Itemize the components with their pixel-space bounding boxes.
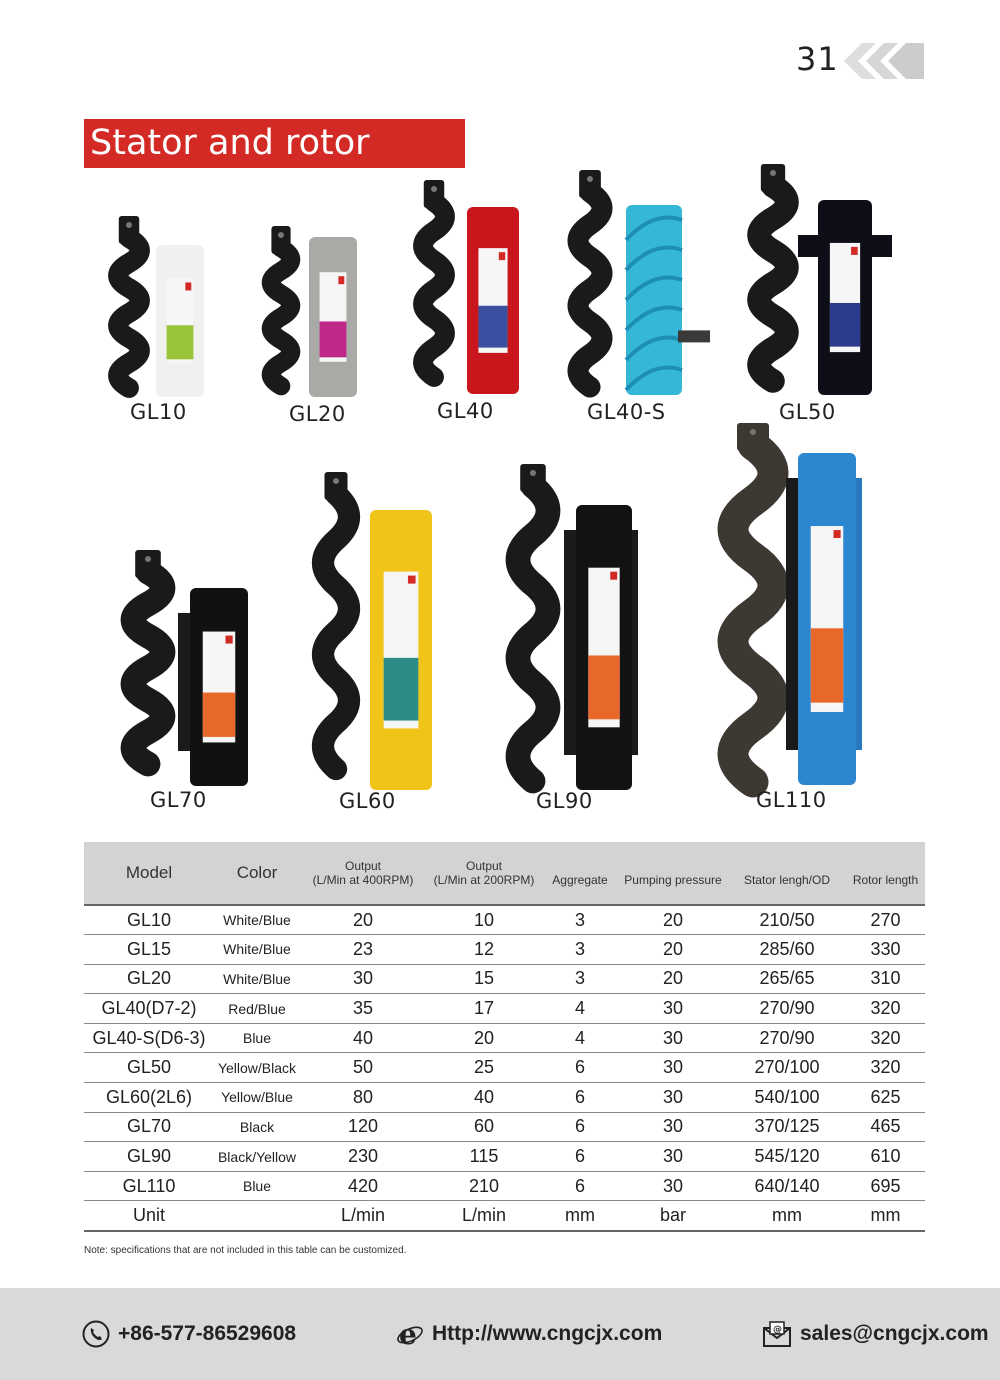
table-row <box>84 1142 925 1172</box>
footer-website <box>396 1320 662 1348</box>
table-cell: 230 <box>347 1146 379 1167</box>
table-cell: 6 <box>574 1175 585 1196</box>
column-header-line: (L/Min at 200RPM) <box>433 873 535 887</box>
table-row <box>84 905 925 935</box>
table-cell: 270/100 <box>754 1057 820 1078</box>
table-cell: 210/50 <box>759 909 815 930</box>
phone-number[interactable]: +86-577-86529608 <box>118 1322 297 1345</box>
column-header: Color <box>236 863 278 882</box>
table-cell: 10 <box>473 909 495 930</box>
table-cell: 30 <box>662 1146 684 1167</box>
table-cell: GL70 <box>126 1116 172 1137</box>
footer-phone <box>82 1320 296 1348</box>
section-title: Stator and rotor series <box>84 119 465 168</box>
table-cell: GL15 <box>126 938 172 959</box>
table-cell: 20 <box>662 938 684 959</box>
table-row <box>84 1023 925 1053</box>
table-cell: L/min <box>461 1204 506 1225</box>
table-cell: mm <box>772 1204 802 1225</box>
table-cell: 30 <box>662 998 684 1019</box>
table-cell: 3 <box>574 938 585 959</box>
table-cell: 320 <box>870 1057 901 1078</box>
table-cell: GL10 <box>126 909 172 930</box>
table-cell: 23 <box>352 938 374 959</box>
table-cell: 20 <box>473 1027 495 1048</box>
table-cell: 285/60 <box>759 938 815 959</box>
table-cell: 30 <box>352 968 374 989</box>
table-cell: 320 <box>870 1027 901 1048</box>
column-header: Pumping pressure <box>624 873 722 887</box>
table-cell: 115 <box>469 1146 499 1167</box>
table-cell: 30 <box>662 1086 684 1107</box>
column-header-line: Output <box>465 859 503 873</box>
table-cell: 540/100 <box>754 1086 820 1107</box>
table-cell: GL110 <box>122 1175 176 1196</box>
table-cell: 610 <box>870 1146 901 1167</box>
table-cell: 17 <box>473 998 495 1019</box>
table-cell: 270/90 <box>759 1027 815 1048</box>
column-header-line: Output <box>344 859 382 873</box>
footer <box>0 1288 1000 1380</box>
table-cell: 20 <box>662 909 684 930</box>
table-cell: 6 <box>574 1086 585 1107</box>
table-cell: 6 <box>574 1057 585 1078</box>
table-cell: 30 <box>662 1175 684 1196</box>
table-cell: 640/140 <box>754 1175 820 1196</box>
product-label: GL70 <box>150 788 207 812</box>
table-cell: 370/125 <box>754 1116 820 1137</box>
table-cell: 625 <box>870 1086 901 1107</box>
product-label: GL90 <box>536 789 593 813</box>
table-cell: Red/Blue <box>228 1000 286 1017</box>
product-label: GL60 <box>339 789 396 813</box>
table-row <box>84 1171 925 1201</box>
table-cell: 465 <box>870 1116 901 1137</box>
footnote: Note: specifications that are not included in this table can be customized. <box>84 1245 407 1256</box>
product-label: GL50 <box>779 400 836 424</box>
table-cell: bar <box>659 1204 686 1225</box>
table-header-row <box>84 842 925 905</box>
table-cell: 80 <box>352 1086 374 1107</box>
table-cell: White/Blue <box>223 912 291 929</box>
table-cell: 310 <box>870 968 901 989</box>
column-header: Stator lengh/OD <box>743 873 831 887</box>
table-cell: 3 <box>574 968 585 989</box>
table-cell: 50 <box>352 1057 374 1078</box>
table-cell: 545/120 <box>754 1146 820 1167</box>
table-cell: 12 <box>473 938 495 959</box>
table-cell: Yellow/Black <box>217 1059 297 1076</box>
product-label: GL110 <box>756 788 827 812</box>
table-row <box>84 935 925 965</box>
table-cell: Blue <box>242 1178 272 1195</box>
table-cell: 270 <box>870 909 901 930</box>
column-header: Rotor length <box>852 873 919 887</box>
website-link[interactable]: Http://www.cngcjx.com <box>432 1322 663 1345</box>
table-body <box>84 905 925 1231</box>
table-cell: Blue <box>242 1030 272 1047</box>
phone-icon <box>82 1320 110 1348</box>
rotor <box>733 445 773 782</box>
table-cell: 320 <box>870 998 901 1019</box>
table-cell: 4 <box>574 998 585 1019</box>
table-row <box>84 1201 925 1231</box>
footer-email <box>762 1320 989 1348</box>
table-cell: 30 <box>662 1057 684 1078</box>
table-cell: 40 <box>473 1086 495 1107</box>
product-label: GL40 <box>437 399 494 423</box>
table-cell: 120 <box>347 1116 379 1137</box>
table-cell: 265/65 <box>759 968 815 989</box>
table-cell: 30 <box>662 1027 684 1048</box>
column-header-line: (L/Min at 400RPM) <box>312 873 414 887</box>
table-cell: 60 <box>473 1116 495 1137</box>
table-cell: L/min <box>340 1204 385 1225</box>
table-cell: mm <box>565 1204 595 1225</box>
table-cell: 330 <box>870 938 901 959</box>
table-row <box>84 994 925 1024</box>
column-header <box>426 842 542 905</box>
table-cell: 210 <box>468 1175 500 1196</box>
product-label: GL20 <box>289 402 346 426</box>
spec-table <box>84 842 925 1232</box>
internet-icon <box>396 1320 424 1348</box>
table-cell <box>214 1201 300 1231</box>
table-cell: Yellow/Blue <box>221 1089 293 1106</box>
table-cell: 4 <box>574 1027 585 1048</box>
table-cell: 6 <box>574 1146 585 1167</box>
table-cell: 20 <box>352 909 374 930</box>
table-cell: Black/Yellow <box>217 1148 297 1165</box>
product-label: GL40-S <box>587 400 666 424</box>
table-cell: 6 <box>574 1116 585 1137</box>
table-cell: 20 <box>662 968 684 989</box>
table-cell: 420 <box>347 1175 379 1196</box>
svg-text:@: @ <box>773 1325 782 1335</box>
table-cell: 695 <box>870 1175 901 1196</box>
svg-text:e: e <box>399 1320 417 1348</box>
table-cell: 30 <box>662 1116 684 1137</box>
column-header: Model <box>125 863 173 882</box>
table-row <box>84 1083 925 1113</box>
table-cell: mm <box>870 1204 901 1225</box>
email-link[interactable]: sales@cngcjx.com <box>800 1322 989 1345</box>
table-cell: White/Blue <box>223 970 291 987</box>
rotor-head <box>737 423 769 451</box>
email-icon <box>762 1320 792 1348</box>
table-cell: White/Blue <box>223 941 291 958</box>
table-cell: 15 <box>473 968 495 989</box>
table-cell: 40 <box>352 1027 374 1048</box>
table-row <box>84 964 925 994</box>
table-cell: 35 <box>352 998 374 1019</box>
table-cell: GL20 <box>126 968 172 989</box>
column-header: Aggregate <box>552 873 608 887</box>
table-row <box>84 1053 925 1083</box>
table-cell: GL60(2L6) <box>105 1086 193 1107</box>
table-cell: GL50 <box>126 1057 172 1078</box>
product-label: GL10 <box>130 400 187 424</box>
column-header <box>300 842 426 905</box>
table-row <box>84 1112 925 1142</box>
table-cell: GL40-S(D6-3) <box>92 1027 206 1048</box>
table-cell: GL90 <box>126 1146 172 1167</box>
table-cell: 270/90 <box>759 998 815 1019</box>
table-cell: GL40(D7-2) <box>101 998 197 1019</box>
table-cell: 25 <box>473 1057 495 1078</box>
table-cell: Unit <box>132 1204 165 1225</box>
table-cell: 3 <box>574 909 585 930</box>
page-number: 31 <box>796 40 839 78</box>
table-cell: Black <box>239 1118 275 1135</box>
